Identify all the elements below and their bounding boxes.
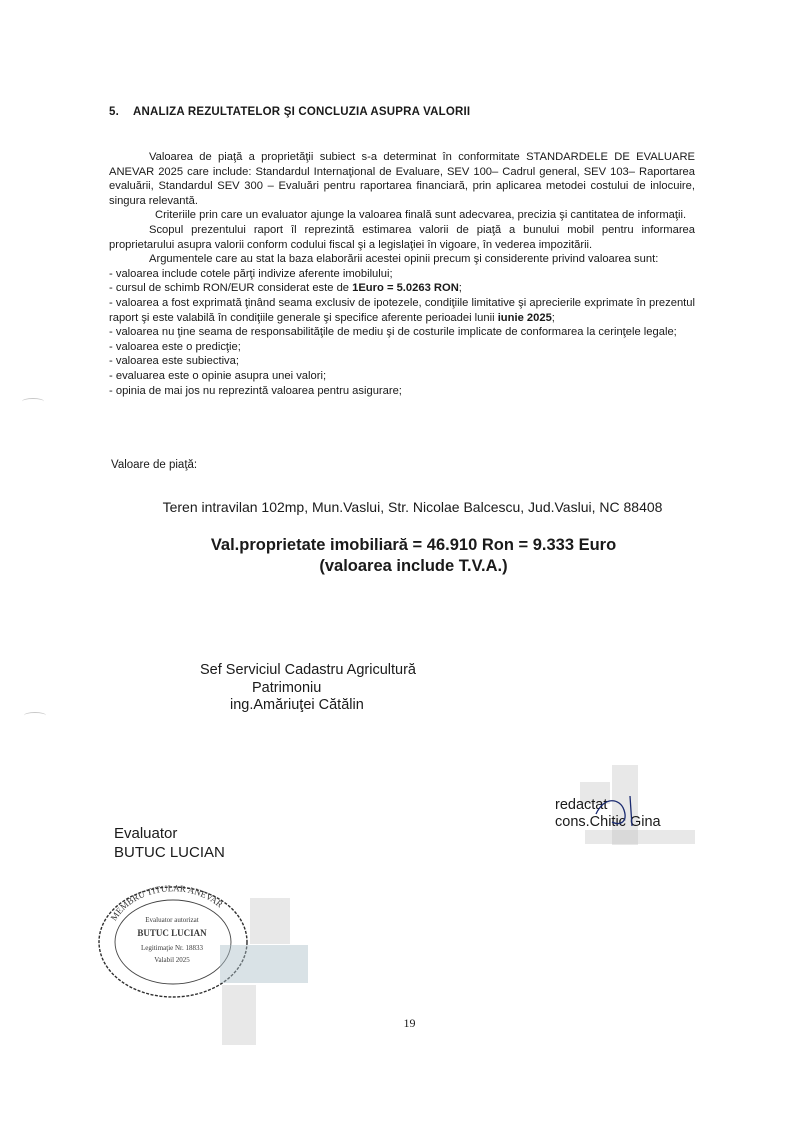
- list-item: - valoarea a fost exprimată ţinând seama exclusiv de ipotezele, condiţiile limitative şi aprecierile exprimate în prezentul raport şi este valabilă în condiţiile generale şi specifice aferente perioadei lunii iunie 2025;: [109, 296, 695, 325]
- valuation-period: iunie 2025: [497, 311, 552, 324]
- evaluator-block: [114, 824, 225, 862]
- redacted-blur: [220, 945, 308, 983]
- page-number: 19: [403, 1016, 416, 1030]
- paragraph-criteria: Criteriile prin care un evaluator ajunge la valoarea finală sunt adecvarea, precizia şi cantitatea de informaţii.: [155, 209, 687, 222]
- property-value: [0, 535, 803, 577]
- department-title-continued: Patrimoniu: [252, 679, 322, 696]
- handwritten-signature-icon: [590, 792, 646, 832]
- list-item: - valoarea este o predicţie;: [109, 340, 695, 355]
- department-head-signature-block: [200, 662, 416, 715]
- redacted-blur: [222, 985, 256, 1045]
- margin-mark: [24, 712, 46, 719]
- body-text: [109, 150, 695, 398]
- evaluator-label: Evaluator: [114, 825, 178, 842]
- redacted-blur: [585, 830, 695, 844]
- stamp-line: Evaluator autorizat: [145, 916, 199, 924]
- department-title: Sef Serviciul Cadastru Agricultură: [200, 662, 416, 678]
- stamp-name: BUTUC LUCIAN: [137, 928, 207, 938]
- margin-mark: [22, 398, 44, 405]
- list-item: - valoarea include cotele părţi indivize aferente imobilului;: [109, 267, 695, 282]
- paragraph-standards: Valoarea de piaţă a proprietăţii subiect s-a determinat în conformitate STANDARDELE DE EVALUARE ANEVAR 2025 care include: Standardul Internaţional de Evaluare, SEV 100– Cadrul general, SEV 103– Raportarea evaluării, Standardul SEV 300 – Evaluări pentru raportarea financiară, prin aplicarea metodei costului de inlocuire, singura relevantă.: [109, 151, 695, 207]
- list-item: - evaluarea este o opinie asupra unei valori;: [109, 369, 695, 384]
- stamp-ring-text: MEMBRU TITULAR ANEVAR: [108, 883, 225, 923]
- property-description: Teren intravilan 102mp, Mun.Vaslui, Str. Nicolae Balcescu, Jud.Vaslui, NC 88408: [162, 499, 663, 515]
- redacted-blur: [250, 898, 290, 944]
- section-heading: [109, 106, 470, 118]
- list-item: - valoarea nu ţine seama de responsabilităţile de mediu şi de costurile implicate de conformarea la cerinţele legale;: [109, 325, 695, 340]
- drafted-by-name: cons.Chitic Gina: [555, 814, 661, 830]
- stamp-line: Legitimaţie Nr. 18833: [140, 944, 204, 952]
- property-value-vat-note: (valoarea include T.V.A.): [319, 557, 508, 575]
- list-item: - cursul de schimb RON/EUR considerat este de 1Euro = 5.0263 RON;: [109, 281, 695, 296]
- arguments-list: [109, 267, 695, 398]
- section-number: 5.: [109, 106, 119, 118]
- evaluator-name: BUTUC LUCIAN: [114, 844, 225, 861]
- department-head-name: ing.Amăriuţei Cătălin: [230, 697, 364, 713]
- section-title: ANALIZA REZULTATELOR ŞI CONCLUZIA ASUPRA VALORII: [133, 106, 471, 118]
- paragraph-scope: Scopul prezentului raport îl reprezintă estimarea valorii de piaţă a bunului mobil pentru informarea proprietarului asupra valorii conform codului fiscal şi a legislaţiei în vigoare, în vederea impozitării.: [109, 223, 695, 251]
- list-item: - valoarea este subiectiva;: [109, 354, 695, 369]
- drafted-by-label: redactat: [555, 797, 608, 813]
- list-item: - opinia de mai jos nu reprezintă valoarea pentru asigurare;: [109, 384, 695, 399]
- property-value-amount: Val.proprietate imobiliară = 46.910 Ron = 9.333 Euro: [210, 536, 617, 554]
- paragraph-arguments: Argumentele care au stat la baza elaborării acestei opinii precum şi considerente privind valoarea sunt:: [149, 253, 659, 266]
- exchange-rate: 1Euro = 5.0263 RON: [352, 282, 459, 295]
- stamp-line: Valabil 2025: [154, 956, 190, 964]
- market-value-label: Valoare de piaţă:: [111, 459, 198, 471]
